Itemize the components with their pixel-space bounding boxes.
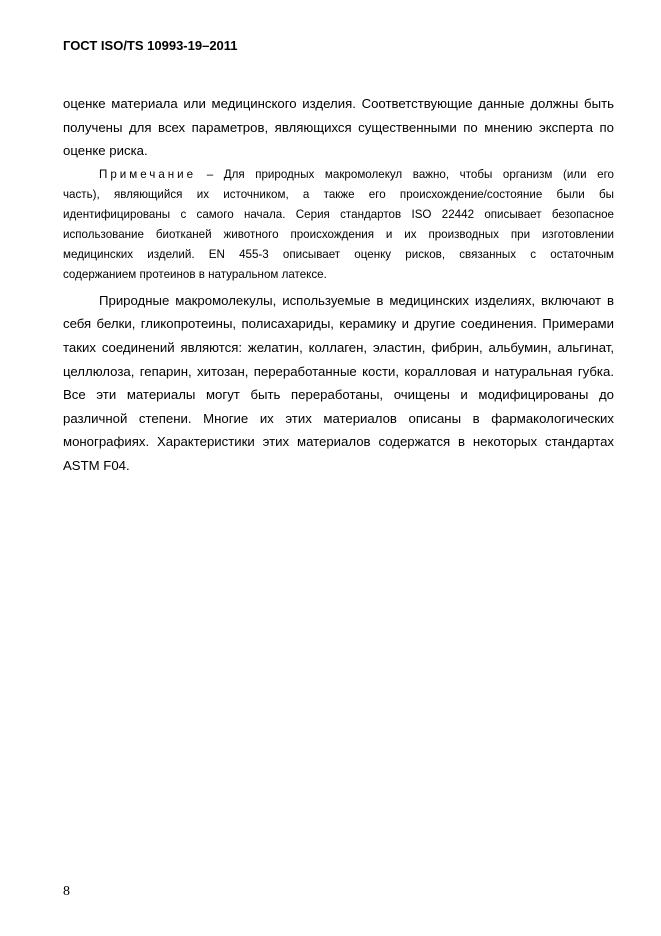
text-line: монографиях. Характеристики этих материалов содержатся в некоторых стандартах: [63, 434, 614, 450]
text-line: оценке риска.: [63, 143, 148, 159]
paragraph-continuation: [63, 92, 614, 163]
text-line: таких соединений являются: желатин, коллаген, эластин, фибрин, альбумин, альгинат,: [63, 339, 614, 355]
page-number: 8: [63, 884, 70, 899]
document-body: [63, 92, 614, 478]
note-label: Примечание: [99, 167, 197, 181]
note-block: [63, 165, 614, 285]
text-line: ASTM F04.: [63, 457, 130, 473]
text-line: Природные макромолекулы, используемые в медицинских изделиях, включают в: [99, 292, 614, 308]
text-line: содержанием протеинов в натуральном латексе.: [63, 267, 327, 281]
document-header: ГОСТ ISO/TS 10993-19–2011: [63, 38, 238, 53]
text-line: целлюлоза, гепарин, хитозан, переработанные кости, коралловая и натуральная губка.: [63, 363, 614, 379]
text-line: оценке материала или медицинского изделия. Соответствующие данные должны быть: [63, 96, 614, 111]
note-text: – Для природных макромолекул важно, чтобы организм (или его: [196, 167, 614, 181]
text-line: себя белки, гликопротеины, полисахариды, керамику и другие соединения. Примерами: [63, 316, 614, 332]
text-line: получены для всех параметров, являющихся существенными по мнению эксперта по: [63, 119, 614, 135]
paragraph-macromolecules: [63, 289, 614, 478]
text-line: [63, 165, 614, 185]
text-line: использование биотканей животного происхождения и их производных при изготовлении: [63, 227, 614, 241]
text-line: Все эти материалы могут быть переработаны, очищены и модифицированы до: [63, 387, 614, 403]
text-line: медицинских изделий. EN 455-3 описывает оценку рисков, связанных с остаточным: [63, 247, 614, 261]
text-line: идентифицированы с самого начала. Серия стандартов ISO 22442 описывает безопасное: [63, 207, 614, 221]
text-line: часть), являющийся их источником, а также его происхождение/состояние были бы: [63, 187, 614, 201]
text-line: различной степени. Многие их этих материалов описаны в фармакологических: [63, 410, 614, 426]
